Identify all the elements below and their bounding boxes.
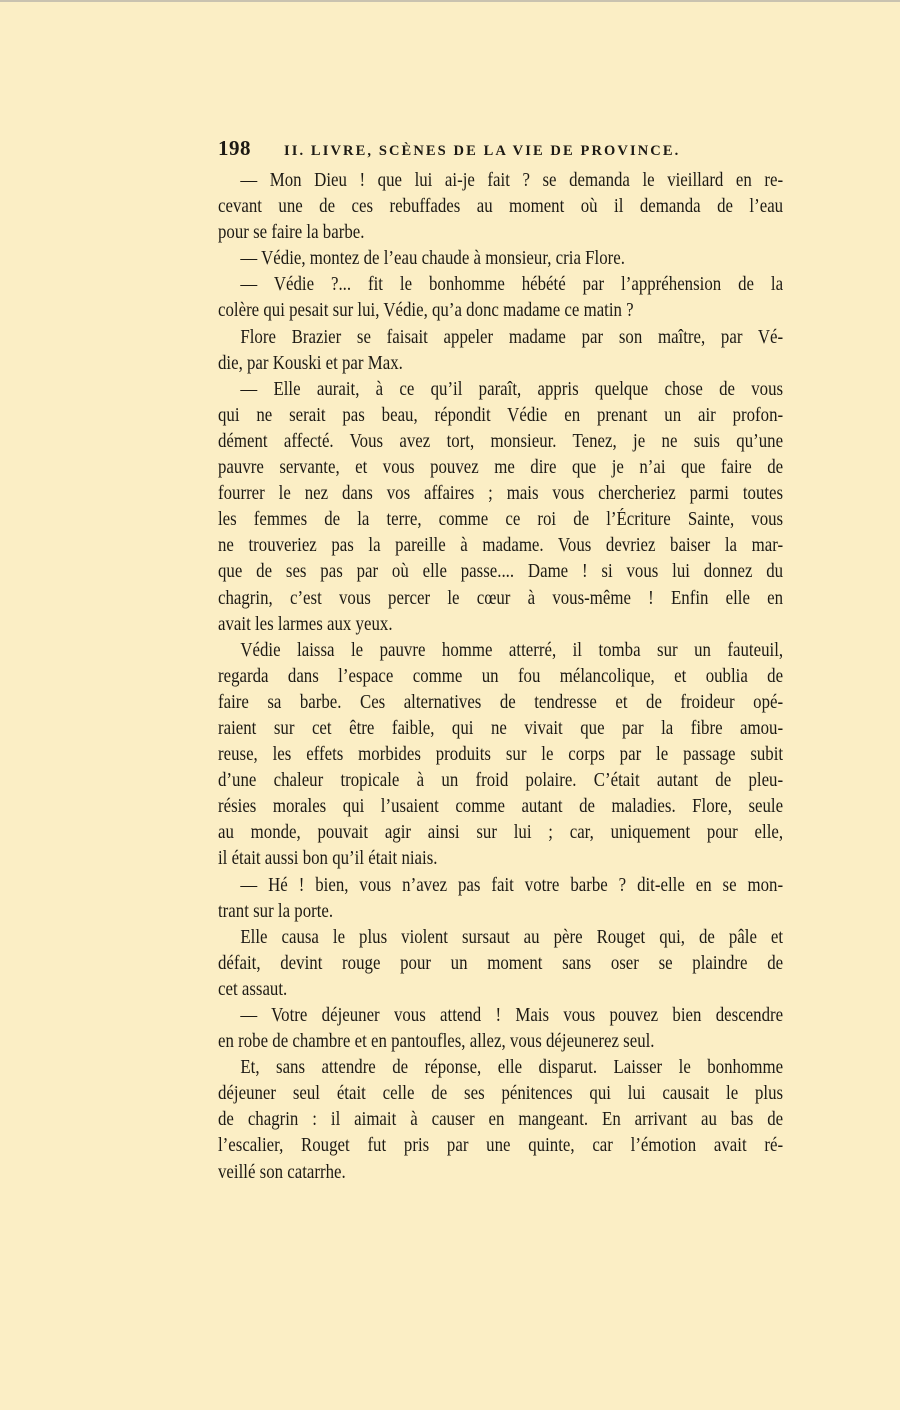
- paragraph: [218, 377, 783, 638]
- text-line: ne trouveriez pas la pareille à madame. Vous devriez baiser la mar-: [218, 535, 784, 557]
- text-line: résies morales qui l’usaient comme autant de maladies. Flore, seule: [218, 796, 784, 818]
- text-line: Flore Brazier se faisait appeler madame par son maître, par Vé-: [240, 326, 784, 348]
- paragraph: [218, 925, 783, 1003]
- text-line: reuse, les effets morbides produits sur le corps par le passage subit: [218, 744, 784, 766]
- paragraph: [218, 246, 783, 272]
- text-line: chagrin, c’est vous percer le cœur à vous-même ! Enfin elle en: [218, 587, 784, 609]
- text-line: — Hé ! bien, vous n’avez pas fait votre barbe ? dit-elle en se mon-: [240, 874, 784, 896]
- body-text: [218, 168, 783, 1186]
- text-line: que de ses pas par où elle passe.... Dame ! si vous lui donnez du: [218, 561, 784, 583]
- text-line: — Votre déjeuner vous attend ! Mais vous pouvez bien descendre: [240, 1005, 784, 1026]
- text-line: d’une chaleur tropicale à un froid polaire. C’était autant de pleu-: [218, 770, 784, 792]
- text-line: défait, devint rouge pour un moment sans oser se plaindre de: [218, 952, 784, 974]
- text-line: die, par Kouski et par Max.: [218, 352, 403, 374]
- paragraph: [218, 638, 783, 873]
- text-line: il était aussi bon qu’il était niais.: [218, 848, 438, 870]
- text-line: pour se faire la barbe.: [218, 222, 365, 244]
- text-line: veillé son catarrhe.: [218, 1161, 346, 1183]
- paragraph: [218, 168, 783, 246]
- text-line: déjeuner seul était celle de ses pénitences qui lui causait le plus: [218, 1083, 784, 1105]
- text-line: faire sa barbe. Ces alternatives de tendresse et de froideur opé-: [218, 691, 784, 713]
- text-line: cevant une de ces rebuffades au moment où il demanda de l’eau: [218, 196, 784, 218]
- text-line: Védie laissa le pauvre homme atterré, il tomba sur un fauteuil,: [240, 639, 784, 661]
- text-line: colère qui pesait sur lui, Védie, qu’a donc madame ce matin ?: [218, 300, 634, 322]
- paragraph: [218, 1003, 783, 1055]
- text-line: les femmes de la terre, comme ce roi de l’Écriture Sainte, vous: [218, 509, 784, 531]
- text-line: cet assaut.: [218, 978, 288, 1000]
- text-line: Et, sans attendre de réponse, elle disparut. Laisser le bonhomme: [240, 1057, 784, 1079]
- text-line: raient sur cet être faible, qui ne vivait que par la fibre amou-: [218, 717, 784, 739]
- paragraph: [218, 1055, 783, 1185]
- text-line: trant sur la porte.: [218, 900, 334, 922]
- text-line: regarda dans l’espace comme un fou mélancolique, et oublia de: [218, 665, 784, 687]
- scan-top-edge: [0, 0, 900, 2]
- text-line: pauvre servante, et vous pouvez me dire que je n’ai que faire de: [218, 457, 784, 479]
- paragraph: [218, 325, 783, 377]
- text-line: dément affecté. Vous avez tort, monsieur. Tenez, je ne suis qu’une: [218, 430, 784, 452]
- page-number: 198: [218, 136, 251, 160]
- text-line: avait les larmes aux yeux.: [218, 613, 393, 635]
- text-line: de chagrin : il aimait à causer en mangeant. En arrivant au bas de: [218, 1109, 784, 1131]
- text-line: — Mon Dieu ! que lui ai-je fait ? se demanda le vieillard en re-: [240, 170, 784, 191]
- text-line: — Védie ?... fit le bonhomme hébété par l’appréhension de la: [240, 274, 784, 296]
- text-line: l’escalier, Rouget fut pris par une quinte, car l’émotion avait ré-: [218, 1135, 784, 1157]
- book-page: [218, 136, 783, 1186]
- running-head: [218, 136, 783, 164]
- text-line: qui ne serait pas beau, répondit Védie en prenant un air profon-: [218, 404, 784, 426]
- text-line: — Védie, montez de l’eau chaude à monsieur, cria Flore.: [240, 248, 625, 270]
- running-head-title: II. LIVRE, SCÈNES DE LA VIE DE PROVINCE.: [284, 143, 681, 159]
- text-line: fourrer le nez dans vos affaires ; mais vous chercheriez parmi toutes: [218, 483, 784, 505]
- text-line: au monde, pouvait agir ainsi sur lui ; car, uniquement pour elle,: [218, 822, 784, 844]
- text-line: — Elle aurait, à ce qu’il paraît, appris quelque chose de vous: [240, 378, 784, 400]
- text-line: en robe de chambre et en pantoufles, allez, vous déjeunerez seul.: [218, 1031, 655, 1053]
- text-line: Elle causa le plus violent sursaut au père Rouget qui, de pâle et: [240, 926, 784, 948]
- paragraph: [218, 272, 783, 324]
- paragraph: [218, 873, 783, 925]
